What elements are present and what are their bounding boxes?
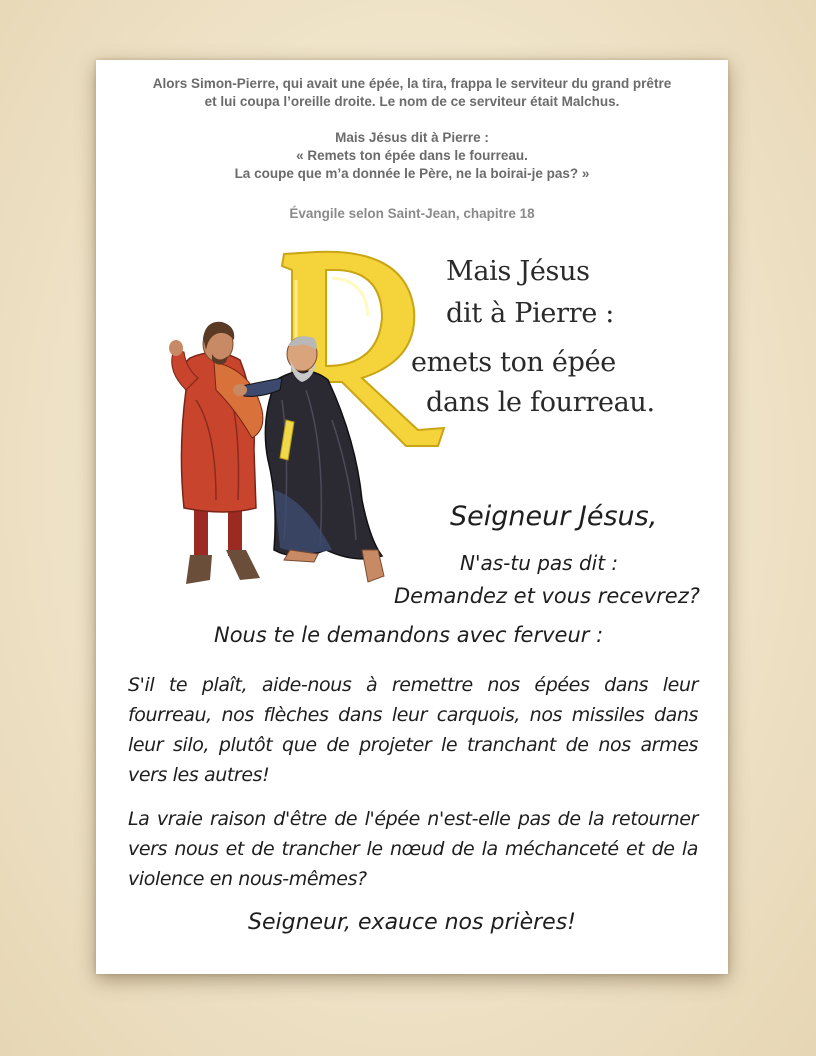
heading-line-1: Mais Jésus <box>446 256 590 287</box>
gospel-reference: Évangile selon Saint-Jean, chapitre 18 <box>289 206 535 221</box>
prayer-title: Seigneur Jésus, <box>450 501 658 532</box>
prayer-paragraph-2: La vraie raison d'être de l'épée n'est-elle pas de la retourner vers nous et de trancher le nœud de la méchanceté et de la violence en nous-mêmes? <box>128 808 698 890</box>
prayer-closing: Seigneur, exauce nos prières! <box>248 910 576 935</box>
gospel-dialogue <box>96 129 728 183</box>
heading-line-4: dans le fourreau. <box>426 387 655 418</box>
jesus-and-peter-illustration <box>156 250 456 590</box>
gospel-line-5: La coupe que m’a donnée le Père, ne la boirai-je pas? » <box>234 166 590 181</box>
gospel-quote <box>96 75 728 111</box>
prayer-card <box>96 60 728 974</box>
prayer-line-2: Demandez et vous recevrez? <box>394 584 700 608</box>
gospel-line-4: « Remets ton épée dans le fourreau. <box>296 148 528 163</box>
prayer-paragraph-1: S'il te plaît, aide-nous à remettre nos épées dans leur fourreau, nos flèches dans leur carquois, nos missiles dans leur silo, plutôt que de projeter le tranchant de nos armes vers les autres! <box>128 674 698 786</box>
prayer-line-1: N'as-tu pas dit : <box>460 551 619 575</box>
gospel-line-2: et lui coupa l’oreille droite. Le nom de ce serviteur était Malchus. <box>204 94 620 109</box>
servant-figure <box>169 322 263 584</box>
prayer-line-3: Nous te le demandons avec ferveur : <box>214 623 604 647</box>
heading-line-3: emets ton épée <box>411 347 616 378</box>
gospel-line-3: Mais Jésus dit à Pierre : <box>335 130 489 145</box>
gospel-line-1: Alors Simon-Pierre, qui avait une épée, la tira, frappa le serviteur du grand prêtre <box>152 76 672 91</box>
heading-line-2: dit à Pierre : <box>446 298 615 329</box>
